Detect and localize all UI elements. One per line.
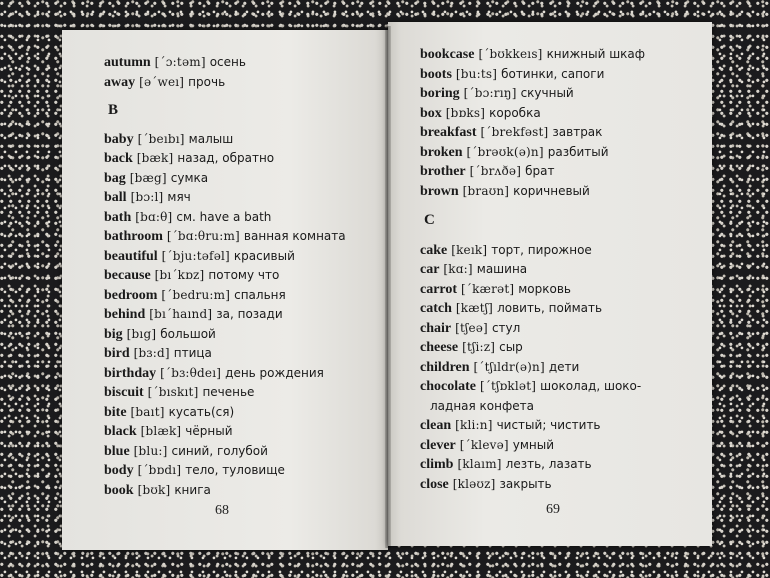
entry-transcription: [baıt]	[130, 404, 165, 419]
dictionary-entry	[420, 83, 645, 103]
entry-transcription: [bʊk]	[137, 482, 171, 497]
entry-transcription: [ˊbıskıt]	[147, 385, 199, 399]
section-letter-b: B	[108, 102, 119, 118]
dictionary-entry	[104, 72, 346, 92]
entry-transcription: [blu:]	[133, 443, 168, 458]
entry-transcription: [bɒks]	[445, 105, 486, 120]
entry-translation: тело, туловище	[185, 463, 285, 477]
entry-transcription: [bæg]	[129, 170, 167, 185]
dictionary-entry	[104, 246, 346, 266]
entry-transcription: [bu:ts]	[455, 66, 498, 81]
entry-headword: blue	[104, 443, 130, 459]
entry-headword: car	[420, 262, 440, 277]
dictionary-entry	[104, 460, 346, 480]
entry-transcription: [ˊbɜ:θdeı]	[160, 365, 222, 380]
entry-transcription: [bɑ:θ]	[135, 209, 173, 224]
entry-translation: коричневый	[513, 183, 590, 198]
entry-translation: морковь	[518, 281, 571, 296]
dictionary-entry	[420, 279, 645, 299]
entry-transcription: [bıg]	[126, 326, 157, 341]
entry-headword: beautiful	[104, 248, 158, 264]
entry-translation: красивый	[233, 248, 295, 263]
entry-translation: за, позади	[216, 307, 283, 321]
dictionary-entry	[420, 103, 645, 123]
dictionary-entry	[420, 415, 645, 435]
entry-transcription: [ˊbrʌðə]	[469, 164, 522, 178]
entry-transcription: [ˊbeıbı]	[137, 131, 185, 146]
left-page-column	[104, 52, 346, 499]
entry-transcription: [ˊbɑ:θru:m]	[166, 229, 240, 243]
dictionary-entry	[420, 142, 645, 162]
dictionary-entry	[420, 357, 645, 377]
entry-translation: осень	[209, 55, 246, 69]
entry-translation: спальня	[234, 287, 286, 302]
dictionary-entry	[104, 402, 346, 422]
dictionary-entry	[420, 337, 645, 357]
entry-transcription: [bıˊhaınd]	[149, 307, 213, 321]
entry-translation: мяч	[167, 190, 191, 204]
entry-translation: чистый; чистить	[496, 418, 601, 432]
entry-translation: сыр	[499, 340, 523, 354]
entry-translation: торт, пирожное	[491, 242, 592, 257]
entry-transcription: [kætʃ]	[455, 301, 494, 315]
entry-translation: ладная конфета	[430, 398, 534, 413]
entry-headword: children	[420, 359, 470, 375]
entry-transcription: [kləʊz]	[452, 476, 496, 491]
entry-transcription: [ˊbɒdı]	[137, 463, 182, 477]
entry-transcription: [keık]	[451, 242, 488, 257]
dictionary-entry	[420, 122, 645, 142]
entry-headword: bookcase	[420, 47, 475, 62]
entry-transcription: [bɜ:d]	[133, 346, 170, 360]
dictionary-entry	[420, 474, 645, 494]
entry-transcription: [ˊbʊkkeıs]	[478, 47, 543, 61]
entry-headword: away	[104, 74, 136, 90]
entry-headword: bath	[104, 209, 132, 225]
entry-transcription: [bɔ:l]	[130, 190, 164, 204]
entry-headword: catch	[420, 301, 452, 316]
dictionary-entry	[420, 44, 645, 64]
entry-transcription: [tʃi:z]	[462, 340, 496, 354]
entry-headword: bedroom	[104, 287, 158, 303]
dictionary-entry	[420, 161, 645, 181]
entry-transcription: [ˊbju:təfəl]	[161, 248, 230, 263]
entry-transcription: [klaım]	[457, 457, 502, 471]
dictionary-entry	[104, 421, 346, 441]
entry-translation: стул	[491, 320, 521, 335]
entry-translation: ботинки, сапоги	[501, 66, 605, 81]
entry-translation: коробка	[489, 105, 541, 120]
page-number-right: 69	[546, 502, 560, 517]
dictionary-entry	[104, 285, 346, 305]
dictionary-entry	[104, 363, 346, 383]
entry-transcription: [ˊbɔ:rıŋ]	[463, 86, 517, 100]
entry-translation: книга	[174, 482, 211, 497]
book-gutter	[385, 26, 391, 548]
entry-translation: завтрак	[552, 125, 603, 139]
entry-translation: умный	[512, 437, 555, 452]
entry-headword: book	[104, 482, 134, 498]
entry-transcription: [əˊweı]	[139, 74, 185, 89]
entry-headword: boring	[420, 86, 460, 101]
entry-translation: ловить, поймать	[497, 301, 603, 315]
dictionary-entry	[104, 226, 346, 246]
entry-transcription: [kli:n]	[455, 418, 493, 432]
entry-translation: птица	[173, 346, 212, 360]
entry-translation: лезть, лазать	[505, 457, 592, 471]
entry-translation: синий, голубой	[171, 443, 268, 458]
entry-transcription: [ˊbrekfəst]	[480, 125, 549, 139]
entry-headword: brown	[420, 183, 459, 199]
entry-headword: bathroom	[104, 229, 163, 244]
entry-transcription: [kɑ:]	[443, 262, 473, 276]
entry-transcription: [ˊtʃɒklət]	[479, 379, 537, 393]
entry-translation: печенье	[202, 385, 255, 399]
entry-headword: big	[104, 326, 123, 342]
entry-translation: сумка	[170, 170, 209, 185]
dictionary-entry	[104, 480, 346, 500]
entry-translation: машина	[476, 262, 528, 276]
entry-translation: кусать(ся)	[168, 404, 235, 419]
entry-transcription: [ˊbrəʊk(ə)n]	[466, 144, 544, 159]
entry-headword: box	[420, 105, 442, 121]
entry-headword: chair	[420, 320, 452, 336]
entry-headword: cake	[420, 242, 448, 258]
dictionary-entry	[104, 187, 346, 207]
entry-headword: bite	[104, 404, 127, 420]
dictionary-entry	[420, 64, 645, 84]
dictionary-entry	[104, 129, 346, 149]
entry-headword: carrot	[420, 281, 458, 297]
dictionary-entry	[104, 304, 346, 324]
entry-headword: bag	[104, 170, 126, 186]
entry-transcription: [braʊn]	[462, 183, 510, 198]
entry-translation: ванная комната	[243, 229, 346, 243]
entry-headword: chocolate	[420, 379, 476, 394]
entry-translation: чёрный	[185, 424, 233, 438]
dictionary-entry	[104, 441, 346, 461]
entry-headword: back	[104, 151, 133, 166]
entry-transcription: [bæk]	[136, 151, 174, 165]
dictionary-entry	[420, 181, 645, 201]
entry-translation: см. have a bath	[176, 209, 272, 224]
entry-translation: малыш	[188, 131, 234, 146]
dictionary-entry	[104, 324, 346, 344]
entry-headword: close	[420, 476, 449, 492]
dictionary-entry	[420, 318, 645, 338]
entry-headword: climb	[420, 457, 454, 472]
entry-headword: brother	[420, 164, 466, 179]
dictionary-entry	[420, 259, 645, 279]
entry-transcription: [ˊɔ:təm]	[154, 55, 206, 69]
section-letter-c: C	[424, 212, 435, 228]
entry-transcription: [ˊtʃıldr(ə)n]	[473, 359, 545, 374]
entry-transcription: [ˊklevə]	[459, 437, 509, 452]
entry-headword: body	[104, 463, 134, 478]
entry-translation: шоколад, шоко-	[540, 379, 642, 393]
dictionary-entry	[420, 435, 645, 455]
entry-headword: broken	[420, 144, 463, 160]
entry-transcription: [bıˊkɒz]	[154, 268, 205, 282]
entry-transcription: [ˊkærət]	[461, 281, 515, 296]
dictionary-entry	[420, 240, 645, 260]
entry-translation: потому что	[208, 268, 280, 282]
dictionary-entry	[104, 343, 346, 363]
entry-translation: прочь	[188, 74, 226, 89]
entry-transcription: [tʃeə]	[455, 320, 488, 335]
dictionary-entry	[420, 376, 645, 396]
entry-translation: скучный	[520, 86, 574, 100]
entry-headword: baby	[104, 131, 134, 147]
entry-translation: разбитый	[547, 144, 609, 159]
dictionary-entry	[104, 382, 346, 402]
entry-headword: clean	[420, 418, 452, 433]
entry-headword: behind	[104, 307, 146, 322]
dictionary-entry	[104, 207, 346, 227]
entry-headword: biscuit	[104, 385, 144, 400]
entry-transcription: [blæk]	[140, 424, 182, 438]
dictionary-entry	[104, 168, 346, 188]
entry-headword: breakfast	[420, 125, 477, 140]
entry-translation: закрыть	[499, 476, 552, 491]
page-number-left: 68	[215, 503, 229, 518]
entry-transcription: [ˊbedru:m]	[161, 287, 231, 302]
entry-headword: birthday	[104, 365, 157, 381]
entry-translation: книжный шкаф	[546, 47, 646, 61]
right-page-column	[420, 44, 645, 493]
dictionary-entry	[104, 148, 346, 168]
dictionary-entry	[104, 52, 346, 72]
entry-translation: день рождения	[225, 365, 324, 380]
dictionary-entry	[104, 265, 346, 285]
dictionary-entry	[420, 298, 645, 318]
dictionary-entry	[420, 396, 645, 416]
dictionary-entry	[420, 454, 645, 474]
entry-headword: black	[104, 424, 137, 439]
entry-headword: boots	[420, 66, 452, 82]
entry-headword: autumn	[104, 55, 151, 70]
entry-translation: большой	[160, 326, 216, 341]
entry-translation: брат	[525, 164, 555, 178]
entry-headword: ball	[104, 190, 127, 205]
entry-headword: because	[104, 268, 151, 283]
entry-headword: bird	[104, 346, 130, 361]
entry-headword: cheese	[420, 340, 459, 355]
entry-headword: clever	[420, 437, 456, 453]
entry-translation: дети	[548, 359, 580, 374]
entry-translation: назад, обратно	[177, 151, 275, 165]
